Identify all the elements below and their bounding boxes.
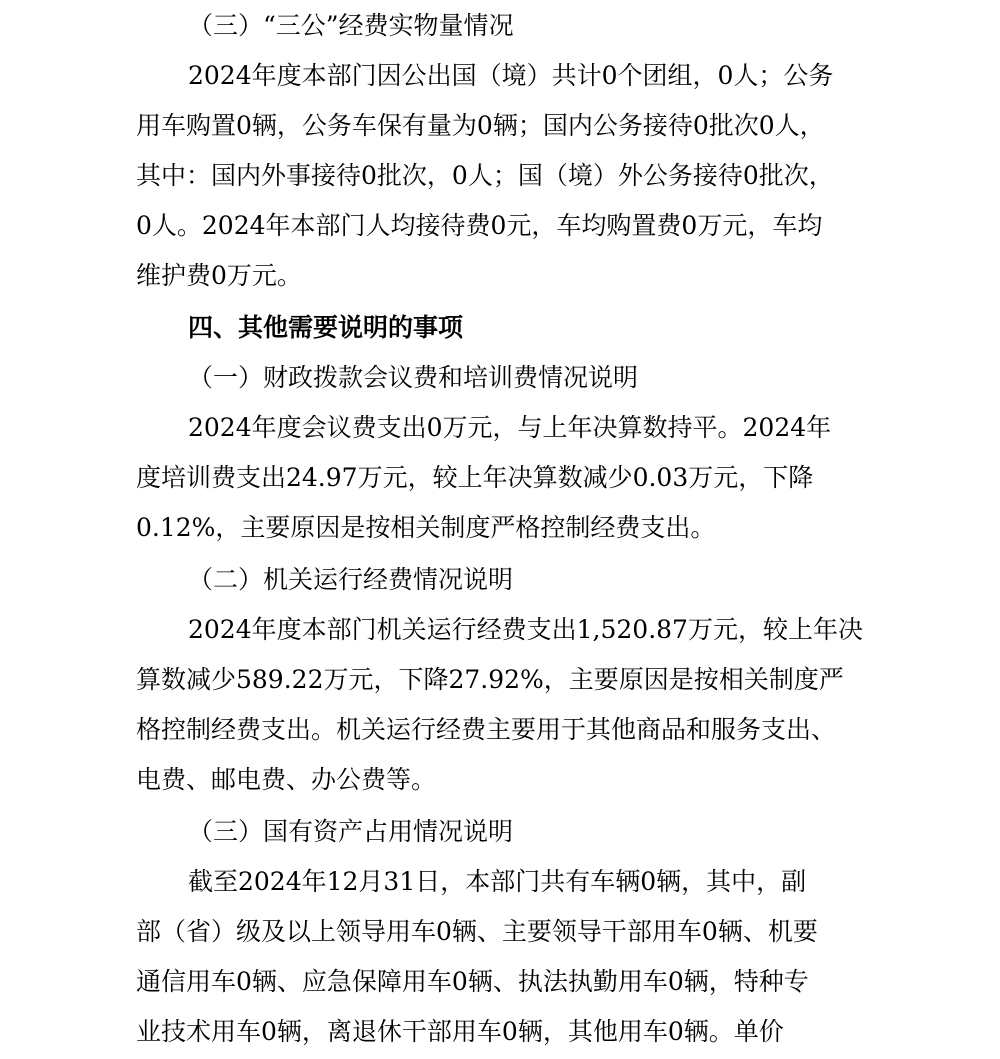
paragraph-line: 电费、邮电费、办公费等。 bbox=[136, 765, 437, 794]
paragraph-line: 2024年度本部门因公出国（境）共计0个团组，0人；公务 bbox=[188, 61, 834, 90]
paragraph-line: 0人。2024年本部门人均接待费0元，车均购置费0万元，车均 bbox=[136, 211, 823, 240]
subsection-heading-meeting-training: （一）财政拨款会议费和培训费情况说明 bbox=[188, 363, 639, 392]
paragraph-line: 算数减少589.22万元，下降27.92%，主要原因是按相关制度严 bbox=[136, 665, 844, 694]
paragraph-line: 2024年度会议费支出0万元，与上年决算数持平。2024年 bbox=[188, 413, 832, 442]
section-heading-other-matters: 四、其他需要说明的事项 bbox=[188, 313, 464, 342]
paragraph-line: 2024年度本部门机关运行经费支出1,520.87万元，较上年决 bbox=[188, 615, 863, 644]
paragraph-line: 用车购置0辆，公务车保有量为0辆；国内公务接待0批次0人， bbox=[136, 111, 825, 140]
paragraph-line: 部（省）级及以上领导用车0辆、主要领导干部用车0辆、机要 bbox=[136, 917, 818, 946]
subsection-heading-state-assets: （三）国有资产占用情况说明 bbox=[188, 817, 514, 846]
paragraph-line: 其中：国内外事接待0批次，0人；国（境）外公务接待0批次， bbox=[136, 161, 834, 190]
paragraph-line: 业技术用车0辆，离退休干部用车0辆，其他用车0辆。单价 bbox=[136, 1017, 784, 1046]
paragraph-line: 通信用车0辆、应急保障用车0辆、执法执勤用车0辆，特种专 bbox=[136, 967, 809, 996]
paragraph-line: 0.12%，主要原因是按相关制度严格控制经费支出。 bbox=[136, 513, 716, 542]
subsection-heading-operating-expenses: （二）机关运行经费情况说明 bbox=[188, 565, 514, 594]
paragraph-line: 维护费0万元。 bbox=[136, 261, 302, 290]
paragraph-line: 截至2024年12月31日，本部门共有车辆0辆，其中，副 bbox=[188, 867, 807, 896]
subsection-heading-three-public-expenses: （三）“三公”经费实物量情况 bbox=[188, 11, 514, 40]
paragraph-line: 度培训费支出24.97万元，较上年决算数减少0.03万元，下降 bbox=[136, 463, 814, 492]
paragraph-line: 格控制经费支出。机关运行经费主要用于其他商品和服务支出、 bbox=[136, 715, 837, 744]
